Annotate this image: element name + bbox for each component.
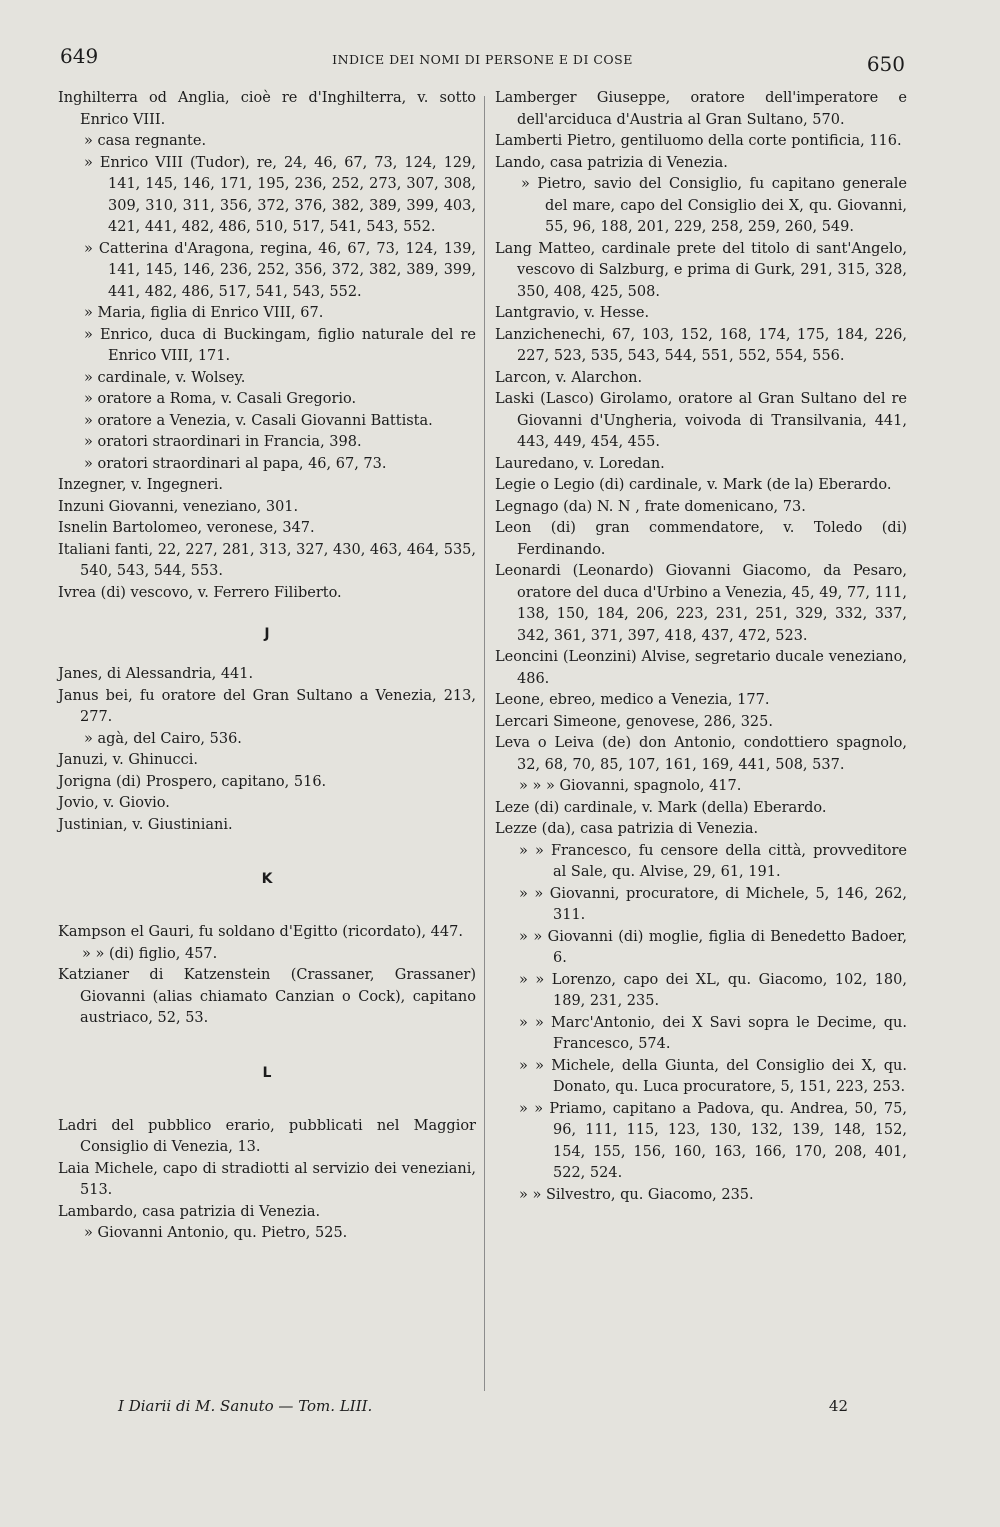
index-entry: » Pietro, savio del Consiglio, fu capitano generale del mare, capo del Consiglio dei X, qu. Giovanni, 55, 96, 188, 201, 229, 258, 259, 260, 549. [521, 176, 907, 235]
index-entry: » » Marc'Antonio, dei X Savi sopra le Decime, qu. Francesco, 574. [519, 1014, 907, 1052]
index-entry: » oratore a Roma, v. Casali Gregorio. [84, 391, 357, 407]
index-entry: Lercari Simeone, genovese, 286, 325. [495, 713, 773, 730]
index-entry: Leva o Leiva (de) don Antonio, condottiero spagnolo, 32, 68, 70, 85, 107, 161, 169, 441, 508, 537. [495, 735, 907, 773]
index-entry: Justinian, v. Giustiniani. [58, 816, 233, 833]
index-entry: » » Priamo, capitano a Padova, qu. Andrea, 50, 75, 96, 111, 115, 123, 130, 132, 139, 148, 152, 154, 155, 156, 160, 163, 166, 170, 208, 401, 522, 524. [519, 1100, 907, 1181]
index-entry: Leonardi (Leonardo) Giovanni Giacomo, da Pesaro, oratore del duca d'Urbino a Venezia, 45, 49, 77, 111, 138, 150, 184, 206, 223, 231, 251, 329, 332, 337, 342, 361, 371, 397, 418, 437, 472, 523. [495, 563, 907, 644]
index-entry: » oratori straordinari in Francia, 398. [84, 434, 362, 450]
section-letter: K [261, 871, 273, 887]
index-entry: Legie o Legio (di) cardinale, v. Mark (de la) Eberardo. [495, 477, 892, 493]
index-entry: » oratore a Venezia, v. Casali Giovanni Battista. [84, 412, 433, 429]
page-number-left: 649 [60, 44, 99, 68]
footer-sheet-number: 42 [828, 1397, 848, 1415]
index-entry: Inzuni Giovanni, veneziano, 301. [58, 498, 299, 515]
index-entry: Lamberger Giuseppe, oratore dell'imperatore e dell'arciduca d'Austria al Gran Sultano, 570. [495, 90, 907, 128]
index-entry: » Enrico VIII (Tudor), re, 24, 46, 67, 73, 124, 129, 141, 145, 146, 171, 195, 236, 252, 273, 307, 308, 309, 310, 311, 356, 372, 376, 382, 389, 399, 403, 421, 441, 482, 486, 510, 517, 541, 543, 552. [84, 154, 476, 235]
index-entry: Inzegner, v. Ingegneri. [58, 477, 224, 493]
index-entry: » oratori straordinari al papa, 46, 67, 73. [84, 455, 387, 472]
index-entry: Lezze (da), casa patrizia di Venezia. [495, 821, 759, 837]
index-entry: » » Lorenzo, capo dei XL, qu. Giacomo, 102, 180, 189, 231, 235. [519, 971, 907, 1009]
index-entry: » Giovanni Antonio, qu. Pietro, 525. [84, 1225, 348, 1241]
index-entry: Lauredano, v. Loredan. [495, 455, 665, 472]
index-entry: » Maria, figlia di Enrico VIII, 67. [84, 305, 324, 321]
index-entry: Legnago (da) N. N , frate domenicano, 73. [495, 498, 806, 515]
index-entry: » » Silvestro, qu. Giacomo, 235. [519, 1186, 754, 1203]
index-entry: Leoncini (Leonzini) Alvise, segretario ducale veneziano, 486. [495, 649, 907, 687]
index-entry: Jovio, v. Giovio. [58, 795, 170, 811]
index-entry: » » (di) figlio, 457. [82, 945, 218, 962]
index-entry: Janus bei, fu oratore del Gran Sultano a Venezia, 213, 277. [58, 687, 476, 725]
index-entry: Januzi, v. Ghinucci. [58, 752, 199, 768]
index-entry: Ivrea (di) vescovo, v. Ferrero Filiberto. [58, 584, 342, 601]
index-entry: Inghilterra od Anglia, cioè re d'Inghilterra, v. sotto Enrico VIII. [58, 90, 476, 128]
index-entry: Italiani fanti, 22, 227, 281, 313, 327, 430, 463, 464, 535, 540, 543, 544, 553. [58, 541, 476, 579]
column-divider [484, 96, 485, 1391]
index-entry: » Enrico, duca di Buckingam, figlio naturale del re Enrico VIII, 171. [84, 326, 476, 364]
section-letter: J [264, 626, 270, 642]
index-entry: » agà, del Cairo, 536. [84, 730, 242, 747]
index-entry: Kampson el Gauri, fu soldano d'Egitto (ricordato), 447. [58, 924, 463, 940]
index-entry: Katzianer di Katzenstein (Crassaner, Grassaner) Giovanni (alias chiamato Canzian o Cock), capitano austriaco, 52, 53. [58, 967, 476, 1026]
index-entry: » » Michele, della Giunta, del Consiglio dei X, qu. Donato, qu. Luca procuratore, 5, 151, 223, 253. [519, 1057, 907, 1095]
index-entry: » » Giovanni, procuratore, di Michele, 5, 146, 262, 311. [519, 885, 907, 923]
index-entry: Ladri del pubblico erario, pubblicati nel Maggior Consiglio di Venezia, 13. [58, 1117, 476, 1155]
index-entry: Janes, di Alessandria, 441. [58, 666, 254, 682]
index-entry: Larcon, v. Alarchon. [495, 369, 643, 386]
index-entry: Leze (di) cardinale, v. Mark (della) Eberardo. [495, 799, 827, 816]
index-entry: Isnelin Bartolomeo, veronese, 347. [58, 520, 315, 536]
index-entry: Lambardo, casa patrizia di Venezia. [58, 1203, 321, 1220]
running-title: INDICE DEI NOMI DI PERSONE E DI COSE [332, 52, 633, 67]
page-footer [58, 1397, 848, 1421]
index-entry: » Catterina d'Aragona, regina, 46, 67, 73, 124, 139, 141, 145, 146, 236, 252, 356, 372, 382, 389, 399, 441, 482, 486, 517, 541, 543, 552. [84, 240, 476, 300]
index-entry: Lando, casa patrizia di Venezia. [495, 154, 728, 171]
index-entry: Leone, ebreo, medico a Venezia, 177. [495, 692, 770, 708]
section-letter: L [262, 1064, 272, 1081]
left-column [58, 88, 476, 1245]
footer-signature: I Diarii di M. Sanuto — Tom. LIII. [118, 1397, 373, 1415]
index-entry: Lantgravio, v. Hesse. [495, 305, 650, 321]
index-entry: » cardinale, v. Wolsey. [84, 369, 246, 386]
right-column [495, 88, 907, 1206]
index-entry: Leon (di) gran commendatore, v. Toledo (di) Ferdinando. [495, 520, 907, 558]
index-entry: » » Giovanni (di) moglie, figlia di Benedetto Badoer, 6. [519, 928, 907, 966]
index-entry: » » Francesco, fu censore della città, provveditore al Sale, qu. Alvise, 29, 61, 191. [519, 842, 907, 880]
index-entry: Laski (Lasco) Girolamo, oratore al Gran Sultano del re Giovanni d'Ungheria, voivoda di Transilvania, 441, 443, 449, 454, 455. [495, 391, 907, 450]
index-entry: Lamberti Pietro, gentiluomo della corte pontificia, 116. [495, 133, 902, 149]
index-entry: Laia Michele, capo di stradiotti al servizio dei veneziani, 513. [58, 1160, 476, 1198]
page-number-right: 650 [866, 52, 905, 76]
page-header [60, 44, 905, 84]
index-entry: Jorigna (di) Prospero, capitano, 516. [58, 773, 327, 790]
index-entry: » » » Giovanni, spagnolo, 417. [519, 778, 742, 794]
index-entry: Lang Matteo, cardinale prete del titolo di sant'Angelo, vescovo di Salzburg, e prima di Gurk, 291, 315, 328, 350, 408, 425, 508. [495, 240, 907, 300]
index-entry: » casa regnante. [84, 133, 207, 149]
index-entry: Lanzichenechi, 67, 103, 152, 168, 174, 175, 184, 226, 227, 523, 535, 543, 544, 551, 552, 554, 556. [495, 326, 907, 364]
